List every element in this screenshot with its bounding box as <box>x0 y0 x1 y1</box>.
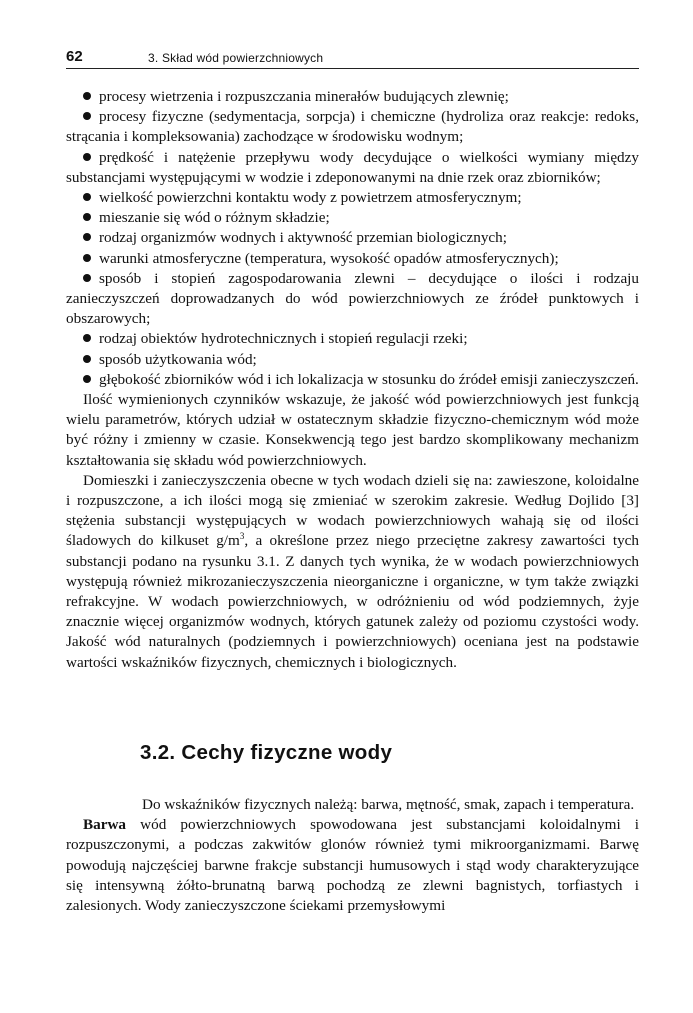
paragraph: Do wskaźników fizycznych należą: barwa, mętność, smak, zapach i temperatura. <box>142 796 635 813</box>
bullet-icon <box>83 274 91 282</box>
running-head <box>66 48 639 69</box>
bullet-item: procesy wietrzenia i rozpuszczania minerałów budujących zlewnię; <box>66 87 639 107</box>
bullet-icon <box>83 254 91 262</box>
bullet-item: warunki atmosferyczne (temperatura, wysokość opadów atmosferycznych); <box>66 249 639 269</box>
bullet-icon <box>83 334 91 342</box>
bullet-item: rodzaj organizmów wodnych i aktywność przemian biologicznych; <box>66 228 639 248</box>
bullet-item: wielkość powierzchni kontaktu wody z powietrzem atmosferycznym; <box>66 188 639 208</box>
paragraph: Ilość wymienionych czynników wskazuje, że jakość wód powierzchniowych jest funkcją wielu parametrów, których udział w ostatecznym składzie fizyczno-chemicznym wód może być różny i zmienny w czasie. Konsekwencją tego jest bardzo skomplikowany mechanizm kształtowania się składu wód powierzchniowych. <box>66 391 639 469</box>
bullet-item: sposób i stopień zagospodarowania zlewni – decydujące o ilości i rodzaju zanieczyszczeń doprowadzanych do wód powierzchniowych ze źródeł punktowych i obszarowych; <box>66 269 639 328</box>
bullet-icon <box>83 153 91 161</box>
bullet-icon <box>83 355 91 363</box>
section-heading: 3.2. Cechy fizyczne wody <box>140 741 393 764</box>
bullet-item: mieszanie się wód o różnym składzie; <box>66 208 639 228</box>
chapter-title: 3. Skład wód powierzchniowych <box>148 51 324 65</box>
bullet-item: sposób użytkowania wód; <box>66 350 639 370</box>
bullet-item: prędkość i natężenie przepływu wody decydujące o wielkości wymiany między substancjami występującymi w wodzie i zdeponowanymi na dnie rzek oraz zbiorników; <box>66 148 639 186</box>
section-body-text <box>66 795 639 916</box>
bullet-icon <box>83 213 91 221</box>
bullet-item: głębokość zbiorników wód i ich lokalizacja w stosunku do źródeł emisji zanieczyszczeń. <box>66 370 639 390</box>
bullet-icon <box>83 112 91 120</box>
bullet-icon <box>83 375 91 383</box>
bullet-icon <box>83 233 91 241</box>
page-number: 62 <box>66 48 83 65</box>
bullet-icon <box>83 92 91 100</box>
body-text <box>66 87 639 673</box>
paragraph: Barwa wód powierzchniowych spowodowana jest substancjami koloidalnymi i rozpuszczonymi, a podczas zakwitów glonów również tymi mikroorganizmami. Barwę powodują najczęściej barwne frakcje substancji humusowych i stąd wody charakteryzujące się intensywną żółto-brunatną barwą pochodzą ze zlewni bagnistych, torfiastych i zalesionych. Wody zanieczyszczone ściekami przemysłowymi <box>66 816 639 915</box>
paragraph: Domieszki i zanieczyszczenia obecne w tych wodach dzieli się na: zawieszone, koloidalne i rozpuszczone, a ich ilości mogą się zmieniać w szerokim zakresie. Według Dojlido [3] stężenia substancji występujących w wodach powierzchniowych wahają się od ilości śladowych do kilkuset $g/m^3$, a określone przez niego przeciętne zakresy zawartości tych substancji podano na rysunku 3.1. Z danych tych wynika, że w wodach powierzchniowych występują również mikrozanieczyszczenia nieorganiczne i organiczne, w tym także związki refrakcyjne. W wodach powierzchniowych, w odróżnieniu od wód podziemnych, żyje znacznie więcej organizmów wodnych, których gatunek zależy od poziomu czystości wody. Jakość wód naturalnych (podziemnych i powierzchniowych) oceniana jest na podstawie wartości wskaźników fizycznych, chemicznych i biologicznych. <box>66 471 639 671</box>
bullet-icon <box>83 193 91 201</box>
bullet-item: rodzaj obiektów hydrotechnicznych i stopień regulacji rzeki; <box>66 329 639 349</box>
bullet-item: procesy fizyczne (sedymentacja, sorpcja) i chemiczne (hydroliza oraz reakcje: redoks, strącania i kompleksowania) zachodzące w środowisku wodnym; <box>66 108 639 146</box>
